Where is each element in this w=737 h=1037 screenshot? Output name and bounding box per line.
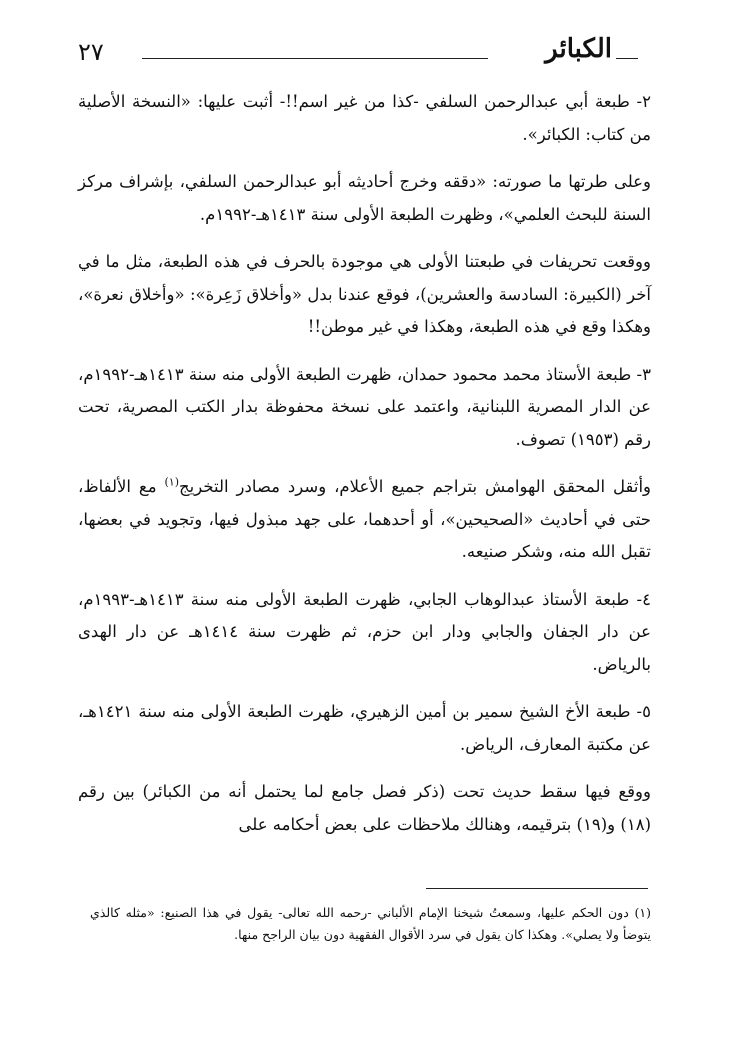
paragraph-edition-3: ٣- طبعة الأستاذ محمد محمود حمدان، ظهرت الطبعة الأولى منه سنة ١٤١٣هـ-١٩٩٢م، عن الدار المصرية اللبنانية، واعتمد على نسخة محفوظة بدار الكتب المصرية، تحت رقم (١٩٥٣) تصوف. [78, 364, 651, 449]
running-title: الكبائر [545, 34, 612, 64]
paragraph-edition-2: ٢- طبعة أبي عبدالرحمن السلفي -كذا من غير اسم!!- أثبت عليها: «النسخة الأصلية من كتاب: الكبائر». [78, 92, 651, 144]
page-number: ٢٧ [78, 38, 104, 66]
paragraph-distortions: ووقعت تحريفات في طبعتنا الأولى هي موجودة بالحرف في هذه الطبعة، مثل ما في آخر (الكبيرة: السادسة والعشرين)، فوقع عندنا بدل «وأخلاق زَعِرة»: «وأخلاق نعرة»، وهكذا وقع في هذه الطبعة، وهكذا في غير موطن!! [78, 252, 651, 336]
paragraph-omission: ووقع فيها سقط حديث تحت (ذكر فصل جامع لما يحتمل أنه من الكبائر) بين رقم (١٨) و(١٩) بترقيمه، وهنالك ملاحظات على بعض أحكامه على [78, 782, 651, 834]
footnote-reference[interactable]: (١) [164, 475, 179, 489]
paragraph-footnotes-critique [78, 471, 651, 569]
paragraph-edition-4: ٤- طبعة الأستاذ عبدالوهاب الجابي، ظهرت الطبعة الأولى منه سنة ١٤١٣هـ-١٩٩٣م، عن دار الجفان والجابي ودار ابن حزم، ثم ظهرت سنة ١٤١٤هـ عن دار الهدى بالرياض. [78, 589, 651, 674]
paragraph-text-after: مع الألفاظ، حتى في أحاديث «الصحيحين»، أو أحدهما، على جهد مبذول فيها، وتجويد في بعضها، تقبل الله منه، وشكر صنيعه. [78, 477, 651, 561]
paragraph-title-page: وعلى طرتها ما صورته: «دققه وخرج أحاديثه أبو عبدالرحمن السلفي، بإشراف مركز السنة للبحث العلمي»، وظهرت الطبعة الأولى سنة ١٤١٣هـ-١٩٩٢م. [78, 172, 651, 224]
footnote [90, 902, 651, 946]
header-rule [142, 58, 488, 59]
header-rule-short [616, 58, 638, 59]
paragraph-edition-5: ٥- طبعة الأخ الشيخ سمير بن أمين الزهيري، ظهرت الطبعة الأولى منه سنة ١٤٢١هـ، عن مكتبة المعارف، الرياض. [78, 702, 651, 754]
main-text [78, 86, 651, 841]
footnote-separator [426, 888, 648, 889]
paragraph-text-before: وأثقل المحقق الهوامش بتراجم جميع الأعلام، وسرد مصادر التخريج [178, 477, 652, 496]
footnote-text: (١) دون الحكم عليها، وسمعتُ شيخنا الإمام الألباني -رحمه الله تعالى- يقول في هذا الصنيع: «مثله كالذي يتوضأ ولا يصلي». وهكذا كان يقول في سرد الأقوال الفقهية دون بيان الراجح منها. [90, 905, 651, 942]
page-header [78, 34, 638, 78]
